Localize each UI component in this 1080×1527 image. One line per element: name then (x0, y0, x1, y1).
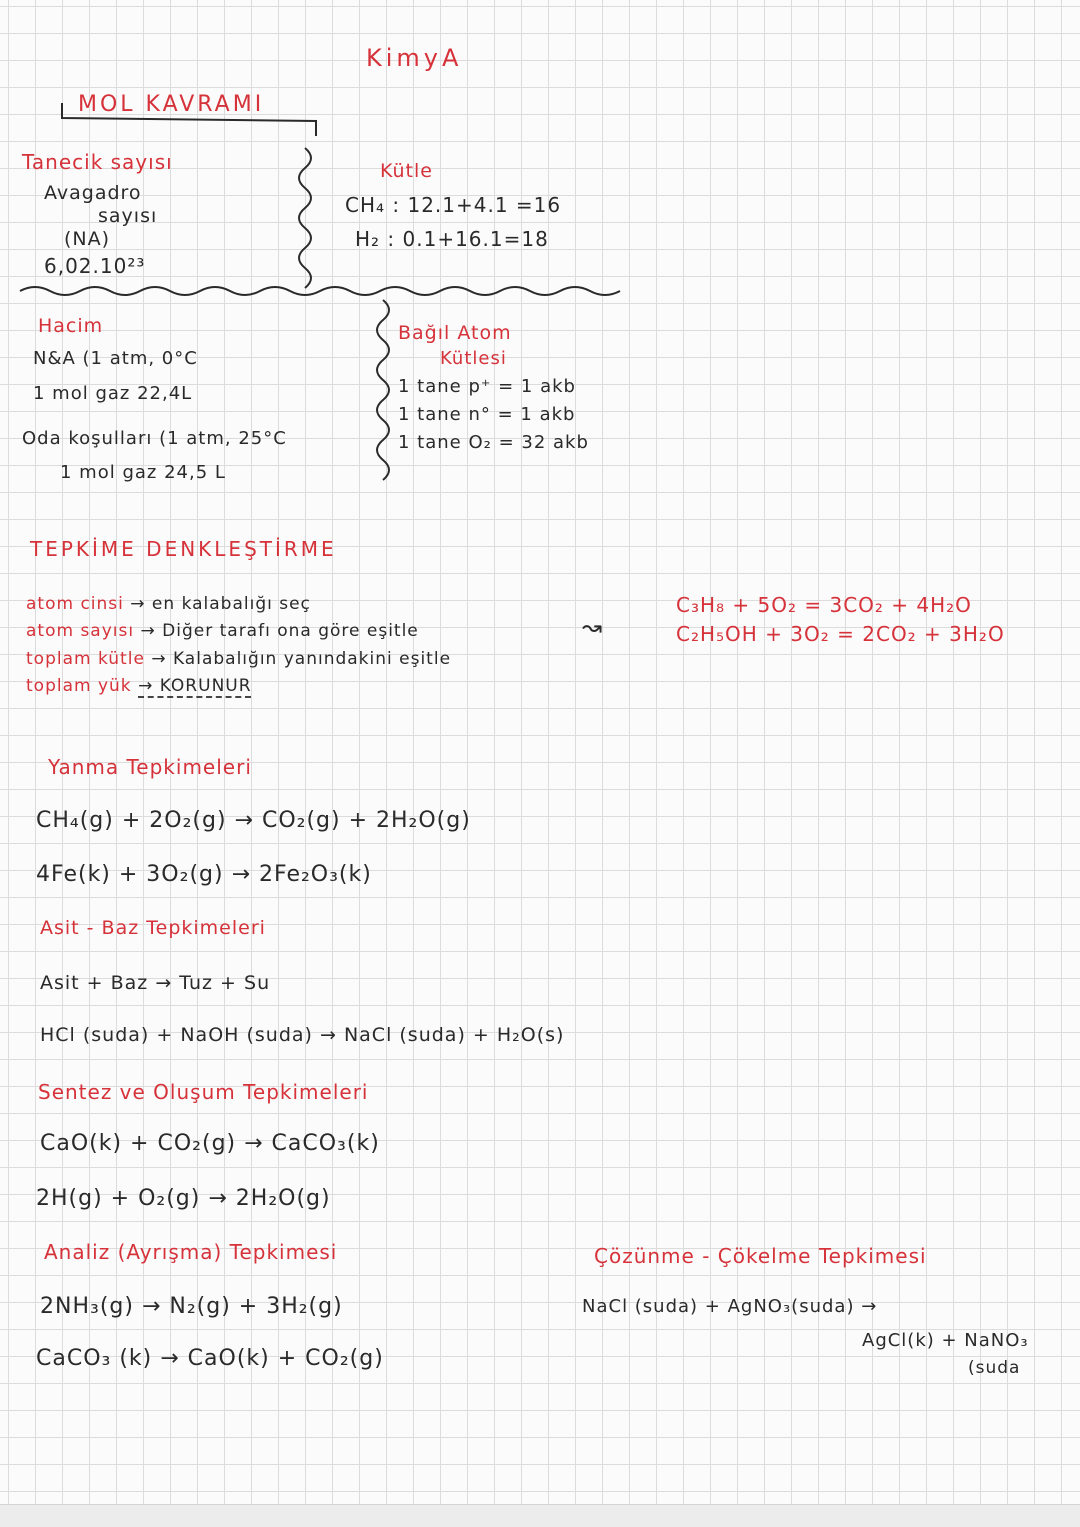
avogadro-label-2: sayısı (98, 205, 158, 227)
rule-row (26, 594, 311, 614)
bagil-title-1: Bağıl Atom (398, 322, 512, 344)
analiz-heading: Analiz (Ayrışma) Tepkimesi (44, 1240, 338, 1264)
kutle-line-2: H₂ : 0.1+16.1=18 (355, 227, 549, 251)
rule-row (26, 676, 252, 696)
rule-row (26, 649, 451, 669)
analiz-eq-1: 2NH₃(g) → N₂(g) + 3H₂(g) (40, 1294, 343, 1319)
yanma-heading: Yanma Tepkimeleri (48, 755, 252, 779)
tanecik-title: Tanecik sayısı (22, 150, 173, 174)
sentez-heading: Sentez ve Oluşum Tepkimeleri (38, 1080, 369, 1104)
mol-kavrami-heading: MOL KAVRAMI (78, 92, 265, 117)
rule-label: toplam kütle (26, 649, 145, 669)
rule-text: → Kalabalığın yanındakini eşitle (151, 649, 452, 669)
cozunme-eq-1: NaCl (suda) + AgNO₃(suda) → (582, 1296, 878, 1317)
rule-label: toplam yük (26, 676, 132, 696)
rule-label: atom cinsi (26, 594, 124, 614)
rule-row (26, 621, 419, 641)
rule-text: → Diğer tarafı ona göre eşitle (140, 621, 419, 641)
cozunme-heading: Çözünme - Çökelme Tepkimesi (594, 1244, 927, 1268)
avogadro-label: Avagadro (44, 182, 142, 204)
kutle-line-1: CH₄ : 12.1+4.1 =16 (345, 193, 562, 217)
asit-baz-heading: Asit - Baz Tepkimeleri (40, 917, 266, 939)
balance-example-2: C₂H₅OH + 3O₂ = 2CO₂ + 3H₂O (676, 622, 1005, 646)
squiggle-arrow-icon: ↝ (582, 613, 604, 641)
hacim-title: Hacim (38, 315, 104, 337)
avogadro-value: 6,02.10²³ (44, 254, 146, 278)
hacim-line-2: 1 mol gaz 22,4L (33, 383, 193, 404)
rule-label: atom sayısı (26, 621, 135, 641)
balance-example-1: C₃H₈ + 5O₂ = 3CO₂ + 4H₂O (676, 593, 972, 617)
kutle-title: Kütle (380, 160, 433, 182)
page-bottom-edge (0, 1504, 1080, 1527)
analiz-eq-2: CaCO₃ (k) → CaO(k) + CO₂(g) (36, 1346, 384, 1371)
sentez-eq-1: CaO(k) + CO₂(g) → CaCO₃(k) (40, 1131, 380, 1156)
na-label: (NA) (64, 228, 111, 250)
hacim-line-3: Oda koşulları (1 atm, 25°C (22, 428, 287, 449)
cozunme-eq-3: (suda (968, 1358, 1021, 1378)
cozunme-eq-2: AgCl(k) + NaNO₃ (862, 1330, 1029, 1351)
hacim-line-1: N&A (1 atm, 0°C (33, 348, 198, 369)
bagil-title-2: Kütlesi (440, 348, 507, 369)
sentez-eq-2: 2H(g) + O₂(g) → 2H₂O(g) (36, 1186, 331, 1211)
bagil-line-2: 1 tane n° = 1 akb (398, 404, 576, 425)
bagil-line-1: 1 tane p⁺ = 1 akb (398, 376, 576, 397)
asit-baz-eq-1: Asit + Baz → Tuz + Su (40, 972, 271, 994)
page-title: KimyA (366, 44, 463, 72)
denklestirme-heading: TEPKİME DENKLEŞTİRME (30, 537, 337, 561)
hacim-line-4: 1 mol gaz 24,5 L (60, 462, 226, 483)
yanma-eq-1: CH₄(g) + 2O₂(g) → CO₂(g) + 2H₂O(g) (36, 808, 471, 833)
yanma-eq-2: 4Fe(k) + 3O₂(g) → 2Fe₂O₃(k) (36, 862, 372, 887)
asit-baz-eq-2: HCl (suda) + NaOH (suda) → NaCl (suda) + H₂O(s) (40, 1024, 565, 1046)
rule-text: → KORUNUR (138, 676, 252, 696)
bagil-line-3: 1 tane O₂ = 32 akb (398, 432, 589, 453)
rule-text: → en kalabalığı seç (130, 594, 311, 614)
